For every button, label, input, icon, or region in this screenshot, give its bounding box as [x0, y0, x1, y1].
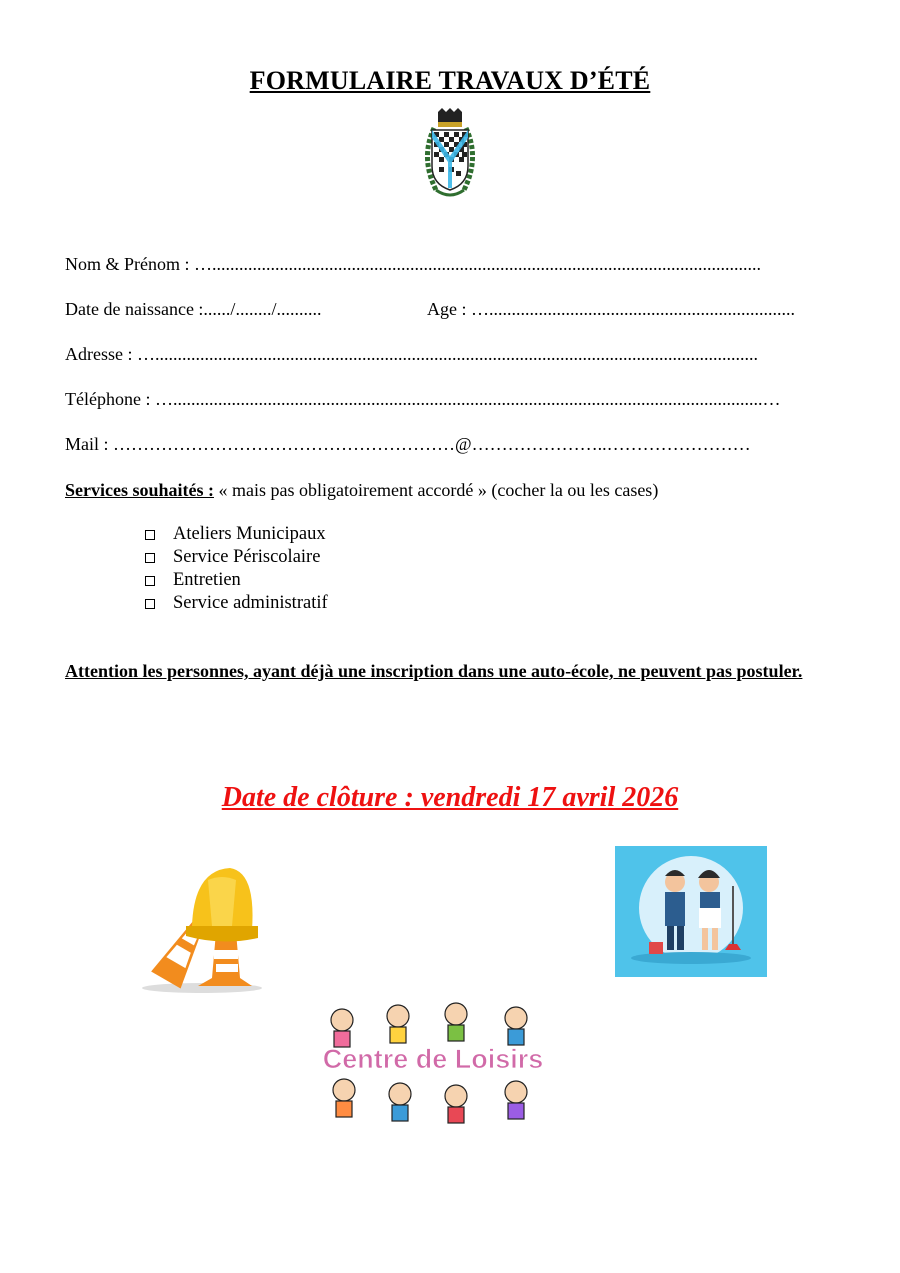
services-heading [65, 480, 658, 501]
name-field: Nom & Prénom : ….......................................................................................................................... [65, 254, 761, 274]
service-option[interactable] [143, 523, 328, 546]
warning-text: Attention les personnes, ayant déjà une inscription dans une auto-école, ne peuvent pas postuler. [65, 661, 803, 681]
deadline-text: Date de clôture : vendredi 17 avril 2026 [221, 782, 679, 813]
address-field: Adresse : …...................................................................................................................................... [65, 344, 758, 364]
service-option-label: Service Périscolaire [173, 547, 321, 567]
checkbox-icon[interactable] [145, 530, 155, 540]
services-list [143, 523, 328, 615]
services-label: Services souhaités : [65, 480, 214, 500]
checkbox-icon[interactable] [145, 553, 155, 563]
birthdate-field: Date de naissance :....../......../.......... [65, 299, 322, 319]
service-option-label: Ateliers Municipaux [173, 524, 326, 544]
cone-helmet-image [132, 860, 262, 994]
service-option[interactable] [143, 569, 328, 592]
cleaning-staff-image [615, 846, 767, 977]
coat-of-arms-image [412, 108, 488, 200]
service-option[interactable] [143, 546, 328, 569]
mail-field: Mail : …………………………………………………@…………………..…………………… [65, 434, 751, 454]
services-note: « mais pas obligatoirement accordé » (cocher la ou les cases) [213, 480, 659, 500]
service-option-label: Entretien [173, 570, 241, 590]
phone-field: Téléphone : …...................................................................................................................................… [65, 389, 781, 409]
centre-de-loisirs-logo-text: Centre de Loisirs [322, 1044, 544, 1074]
checkbox-icon[interactable] [145, 576, 155, 586]
centre-de-loisirs-image [310, 996, 557, 1133]
service-option[interactable] [143, 592, 328, 615]
age-field: Age : ….................................................................... [427, 299, 795, 319]
service-option-label: Service administratif [173, 593, 328, 613]
checkbox-icon[interactable] [145, 599, 155, 609]
page-title: FORMULAIRE TRAVAUX D’ÉTÉ [249, 66, 651, 95]
